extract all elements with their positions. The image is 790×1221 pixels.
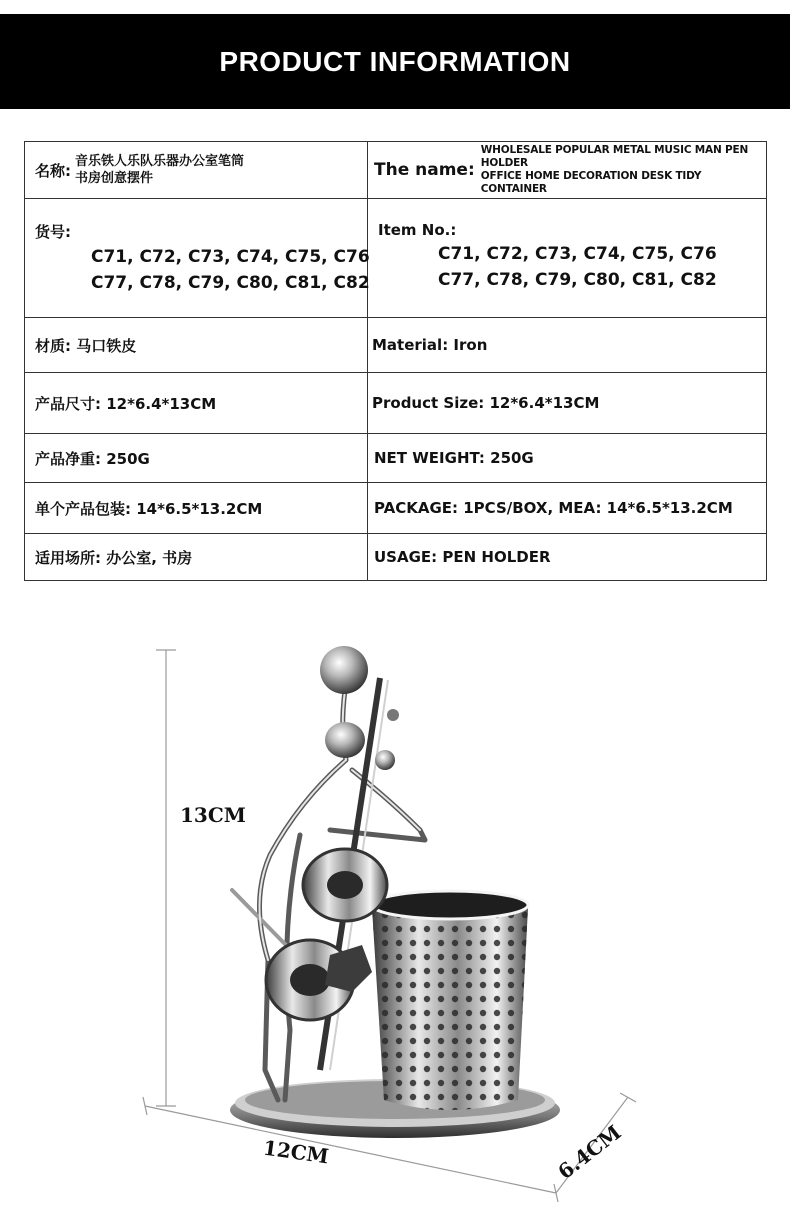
table-row-package [25,483,767,534]
usage-cn-cell: 适用场所: 办公室, 书房 [25,534,368,581]
name-cn-key: 名称: [35,161,71,180]
item-en-line1: C71, C72, C73, C74, C75, C76 [438,244,717,264]
name-en-cell [368,142,767,199]
name-en-value-line1: WHOLESALE POPULAR METAL MUSIC MAN PEN HOLDER [480,144,749,169]
weight-cn-cell: 产品净重: 250G [25,434,368,483]
width-label: 12CM [261,1135,331,1169]
size-en-cell: Product Size: 12*6.4*13CM [368,373,767,434]
material-en-cell: Material: Iron [368,318,767,373]
item-en-key: Item No.: [378,221,457,239]
banner-title: PRODUCT INFORMATION [219,45,571,77]
package-cn-cell: 单个产品包装: 14*6.5*13.2CM [25,483,368,534]
item-cn-key: 货号: [35,223,71,241]
usage-en-cell: USAGE: PEN HOLDER [368,534,767,581]
item-cn-cell [25,199,368,318]
spec-table [24,141,767,581]
pen-cup [372,891,528,1110]
header-banner [0,14,790,109]
table-row-usage [25,534,767,581]
product-illustration [0,600,790,1217]
table-row-item-no [25,199,767,318]
size-cn-cell: 产品尺寸: 12*6.4*13CM [25,373,368,434]
item-cn-line1: C71, C72, C73, C74, C75, C76 [91,247,370,267]
material-cn-cell: 材质: 马口铁皮 [25,318,368,373]
name-en-value-line2: OFFICE HOME DECORATION DESK TIDY CONTAINER [480,170,702,195]
item-cn-line2: C77, C78, C79, C80, C81, C82 [91,273,370,293]
table-row-size [25,373,767,434]
name-cn-value-line1: 音乐铁人乐队乐器办公室笔筒 [75,154,245,169]
package-en-cell: PACKAGE: 1PCS/BOX, MEA: 14*6.5*13.2CM [368,483,767,534]
weight-en-cell: NET WEIGHT: 250G [368,434,767,483]
height-dimension-line [156,650,176,1106]
table-row-material [25,318,767,373]
name-en-key: The name: [374,160,475,180]
name-cn-cell [25,142,368,199]
height-label: 13CM [180,803,246,827]
item-en-line2: C77, C78, C79, C80, C81, C82 [438,270,717,290]
table-row-weight [25,434,767,483]
product-figure [0,600,790,1217]
name-cn-value-line2: 书房创意摆件 [75,171,154,186]
depth-label: 6.4CM [553,1120,626,1184]
item-en-cell [368,199,767,318]
table-row-name [25,142,767,199]
